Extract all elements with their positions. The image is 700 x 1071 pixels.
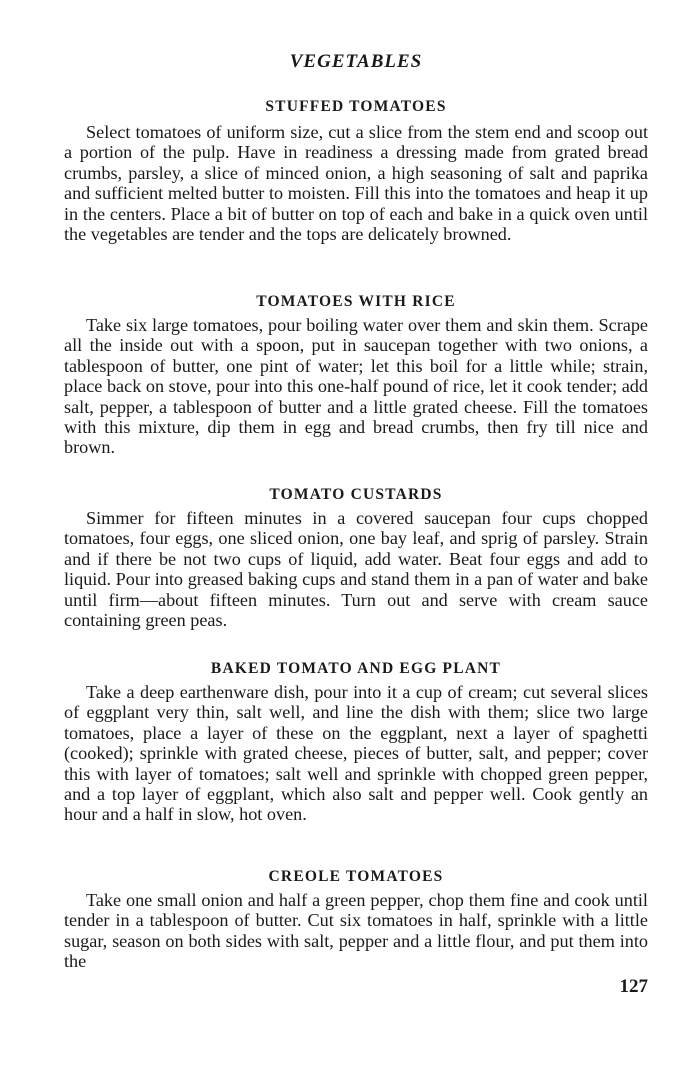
recipe-title-baked-tomato-egg-plant: BAKED TOMATO AND EGG PLANT (210, 660, 502, 677)
recipe-title-stuffed-tomatoes: STUFFED TOMATOES (265, 98, 447, 115)
recipe-body-tomatoes-with-rice: Take six large tomatoes, pour boiling water over them and skin them. Scrape all the inside out with a spoon, put in saucepan together with two onions, a tablespoon of butter, one pint of water; let this boil for a little while; strain, place back on stove, pour into this one-half pound of rice, let it cook tender; add salt, pepper, a tablespoon of butter and a little grated cheese. Fill the tomatoes with this mixture, dip them in egg and bread crumbs, then fry till nice and brown. (64, 315, 648, 458)
recipe-body-stuffed-tomatoes: Select tomatoes of uniform size, cut a slice from the stem end and scoop out a portion of the pulp. Have in readiness a dressing made from grated bread crumbs, parsley, a slice of minced onion, a high seasoning of salt and paprika and sufficient melted butter to moisten. Fill this into the tomatoes and heap it up in the centers. Place a bit of butter on top of each and bake in a quick oven until the vegetables are tender and the tops are delicately browned. (64, 122, 648, 245)
recipe-body-creole-tomatoes: Take one small onion and half a green pepper, chop them fine and cook until tender in a tablespoon of butter. Cut six tomatoes in half, sprinkle with a little sugar, season on both sides with salt, pepper and a little flour, and put them into the (64, 890, 648, 972)
recipe-title-tomatoes-with-rice: TOMATOES WITH RICE (256, 293, 456, 310)
recipe-body-baked-tomato-egg-plant: Take a deep earthenware dish, pour into it a cup of cream; cut several slices of eggplant very thin, salt well, and line the dish with them; slice two large tomatoes, place a layer of these on the eggplant, next a layer of spaghetti (cooked); sprinkle with grated cheese, pieces of butter, salt, and pepper; cover this with layer of tomatoes; salt well and sprinkle with chopped green pepper, and a top layer of eggplant, which also salt and pepper well. Cook gently an hour and a half in slow, hot oven. (64, 682, 648, 825)
recipe-body-tomato-custards: Simmer for fifteen minutes in a covered saucepan four cups chopped tomatoes, four eggs, one sliced onion, one bay leaf, and sprig of parsley. Strain and if there be not two cups of liquid, add water. Beat four eggs and add to liquid. Pour into greased baking cups and stand them in a pan of water and bake until firm—about fifteen minutes. Turn out and serve with cream sauce containing green peas. (64, 508, 648, 631)
recipe-title-creole-tomatoes: CREOLE TOMATOES (268, 868, 444, 885)
running-head: VEGETABLES (289, 51, 423, 72)
recipe-title-tomato-custards: TOMATO CUSTARDS (269, 486, 443, 503)
page-number: 127 (619, 976, 648, 997)
